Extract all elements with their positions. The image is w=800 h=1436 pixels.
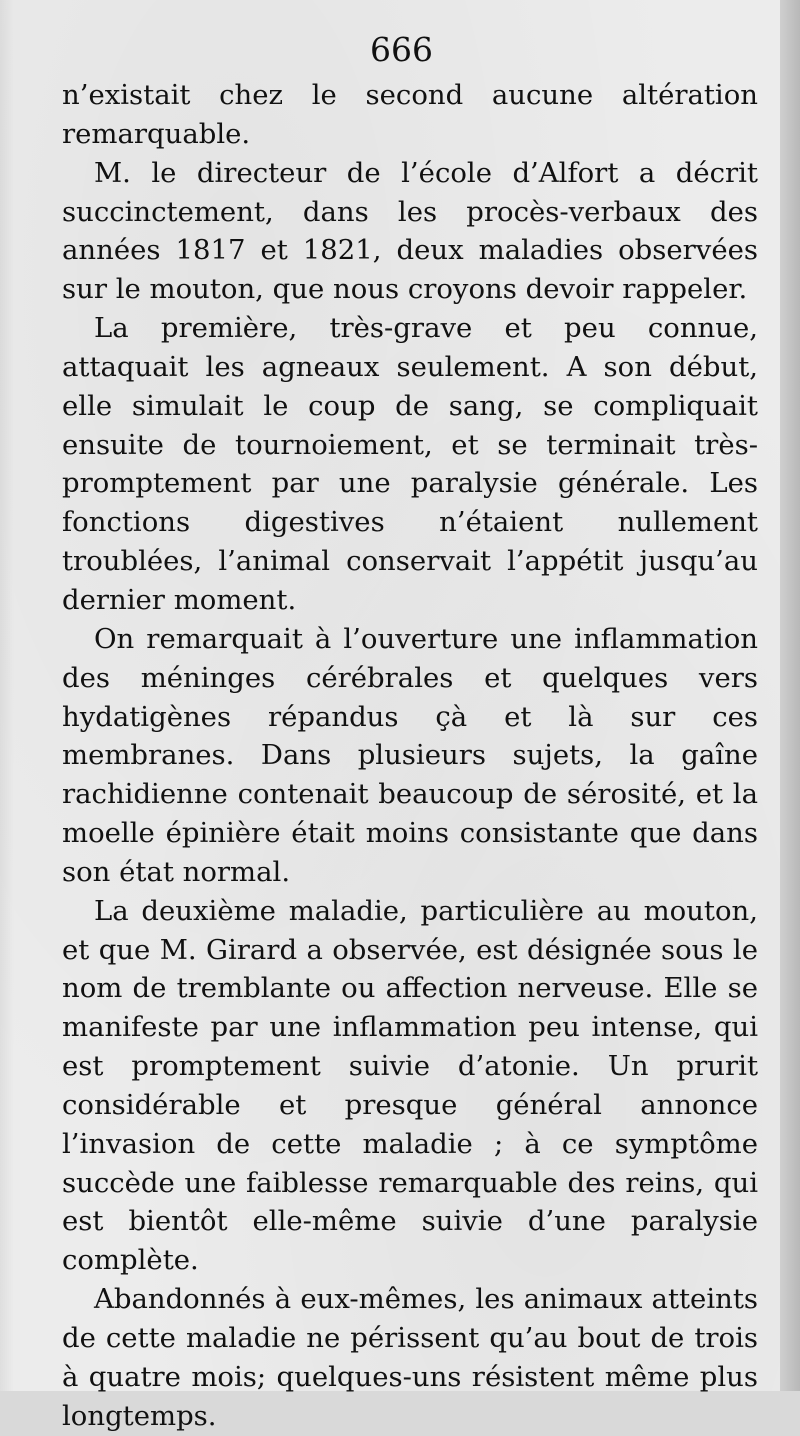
page-number: 666 [370,30,433,69]
paragraph-5: La deuxième maladie, particulière au mouton, et que M. Girard a observée, est désignée sous le nom de tremblante ou affection nerveuse. Elle se manifeste par une inflammation peu intense, qui est promptement suivie d’atonie. Un prurit considérable et presque général annonce l’invasion de cette maladie ; à ce symptôme succède une faiblesse remarquable des reins, qui est bientôt elle-même suivie d’une paralysie complète. [62,894,758,1277]
page-text [62,76,758,1436]
paragraph-1: n’existait chez le second aucune altération remarquable. [62,79,758,150]
paragraph-6: Abandonnés à eux-mêmes, les animaux atteints de cette maladie ne périssent qu’au bout de trois à quatre mois; quelques-uns résistent même plus longtemps. [62,1283,758,1432]
page-edge [780,0,800,1391]
paragraph-3: La première, très-grave et peu connue, attaquait les agneaux seulement. A son début, elle simulait le coup de sang, se compliquait ensuite de tournoiement, et se terminait très-promptement par une paralysie générale. Les fonctions digestives n’étaient nullement troublées, l’animal conservait l’appétit jusqu’au dernier moment. [62,312,758,616]
paragraph-4: On remarquait à l’ouverture une inflammation des méninges cérébrales et quelques vers hydatigènes répandus çà et là sur ces membranes. Dans plusieurs sujets, la gaîne rachidienne contenait beaucoup de sérosité, et la moelle épinière était moins consistante que dans son état normal. [62,622,758,888]
paragraph-2: M. le directeur de l’école d’Alfort a décrit succinctement, dans les procès-verbaux des années 1817 et 1821, deux maladies observées sur le mouton, que nous croyons devoir rappeler. [62,156,758,306]
